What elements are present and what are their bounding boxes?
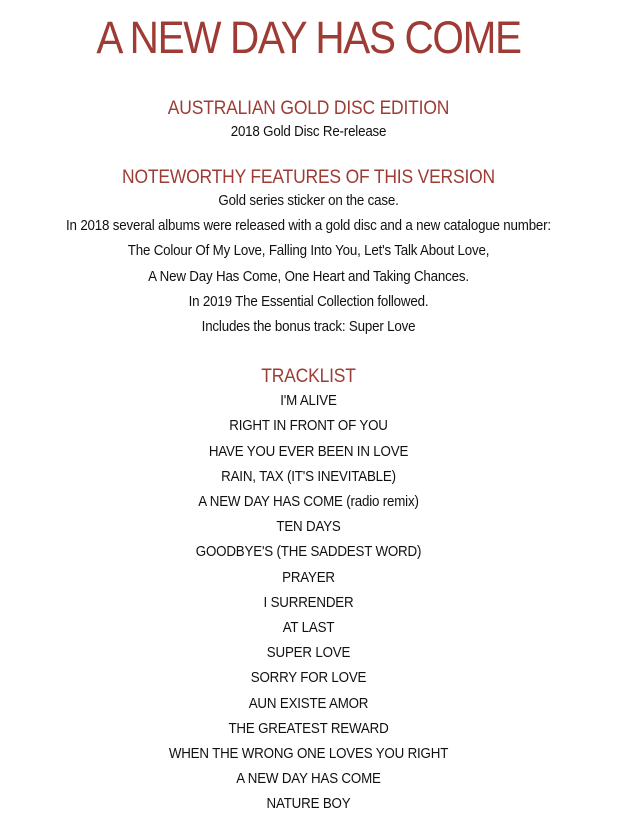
tracklist-heading: TRACKLIST [261, 366, 356, 388]
track-list [0, 389, 617, 817]
feature-line: In 2019 The Essential Collection followed. [188, 293, 429, 310]
track-item: TEN DAYS [276, 519, 341, 536]
edition-heading: AUSTRALIAN GOLD DISC EDITION [167, 98, 450, 119]
track-item: SUPER LOVE [266, 645, 351, 662]
feature-line: Gold series sticker on the case. [218, 193, 399, 209]
track-item: PRAYER [282, 569, 335, 586]
track-item: AT LAST [282, 620, 335, 637]
track-item: A NEW DAY HAS COME [236, 771, 381, 788]
feature-line: A New Day Has Come, One Heart and Taking Chances. [148, 268, 469, 285]
features-section [0, 167, 617, 340]
tracklist-section [0, 365, 617, 817]
track-item: HAVE YOU EVER BEEN IN LOVE [208, 443, 409, 460]
feature-line: The Colour Of My Love, Falling Into You, Let's Talk About Love, [127, 243, 490, 260]
track-item: THE GREATEST REWARD [228, 720, 389, 737]
track-item: WHEN THE WRONG ONE LOVES YOU RIGHT [168, 746, 449, 763]
features-heading: NOTEWORTHY FEATURES OF THIS VERSION [121, 167, 495, 188]
edition-section [0, 97, 617, 143]
track-item: I'M ALIVE [280, 393, 337, 410]
track-item: RAIN, TAX (IT'S INEVITABLE) [221, 468, 396, 485]
feature-line: Includes the bonus track: Super Love [201, 319, 416, 336]
track-item: A NEW DAY HAS COME (radio remix) [198, 494, 419, 511]
track-item: GOODBYE'S (THE SADDEST WORD) [195, 544, 422, 561]
track-item: NATURE BOY [266, 796, 351, 813]
track-item: RIGHT IN FRONT OF YOU [229, 418, 388, 435]
track-item: I SURRENDER [263, 594, 354, 611]
feature-line: In 2018 several albums were released with a gold disc and a new catalogue number: [66, 218, 551, 235]
track-item: AUN EXISTE AMOR [248, 695, 369, 712]
features-list [0, 189, 617, 340]
edition-subtitle: 2018 Gold Disc Re-release [230, 124, 387, 140]
track-item: SORRY FOR LOVE [250, 670, 367, 687]
album-title: A NEW DAY HAS COME [96, 12, 521, 63]
